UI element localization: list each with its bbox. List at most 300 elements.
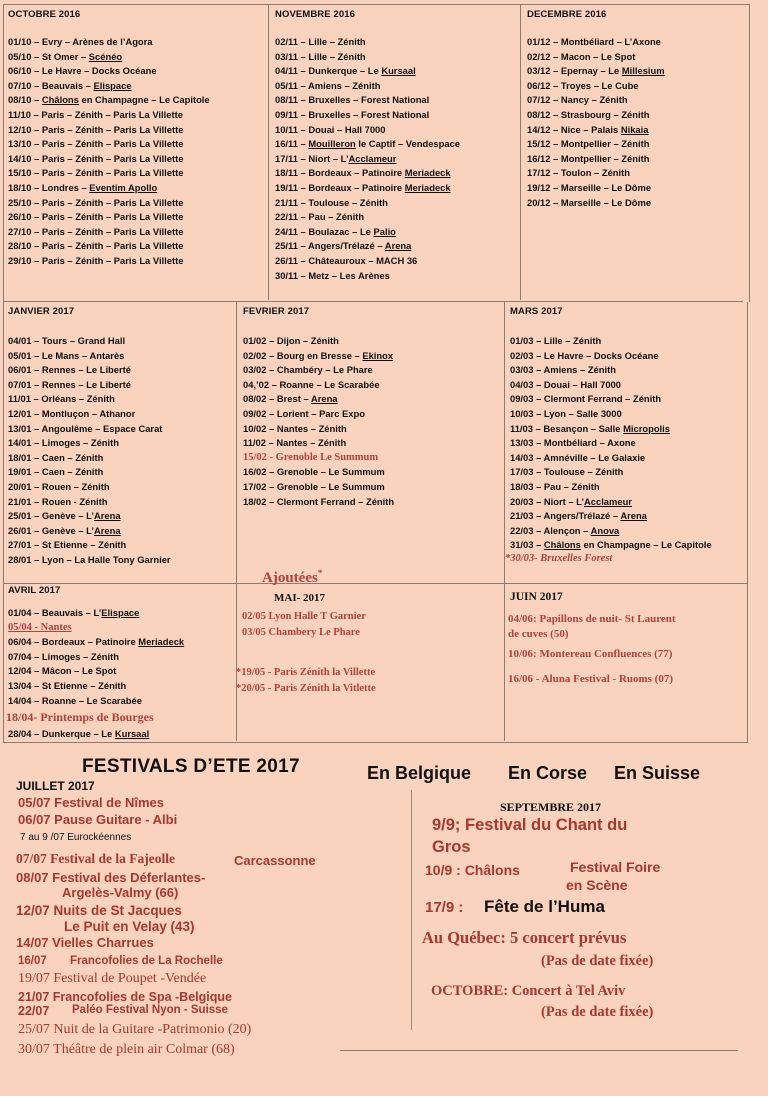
concert-text: 14/03 – Amnéville – Le Galaxie xyxy=(510,451,646,463)
concert-text: 06/01 – Rennes – Le Liberté xyxy=(8,364,131,376)
concert-text: 05/10 – St Omer – xyxy=(8,50,89,62)
festival-item: OCTOBRE: Concert à Tel Aviv xyxy=(431,983,626,999)
concert-item xyxy=(243,349,501,364)
concert-text: 02/02 – Bourg en Bresse – xyxy=(243,349,363,361)
festival-item: 05/07 Festival de Nîmes xyxy=(18,795,164,810)
concert-text: 06/12 – Troyes – Le Cube xyxy=(527,79,639,91)
concert-item xyxy=(8,210,264,225)
festival-item: 30/07 Théâtre de plein air Colmar (68) xyxy=(18,1042,235,1057)
concert-text: 12/04 – Mâcon – Le Spot xyxy=(8,665,117,677)
concert-list xyxy=(8,606,234,742)
month-january-2017 xyxy=(8,306,233,568)
concert-item xyxy=(510,451,746,466)
festival-item-cont: Le Puit en Velay (43) xyxy=(64,919,195,934)
concert-text: 13/03 – Montbéliard – Axone xyxy=(510,437,636,449)
concert-text: 12/01 – Montluçon – Athanor xyxy=(8,407,136,419)
concert-item xyxy=(8,422,233,437)
added-concert: *30/03- Bruxelles Forest xyxy=(505,552,613,564)
concert-item xyxy=(8,152,264,167)
venue-link[interactable]: Nikaia xyxy=(620,123,649,135)
concert-item xyxy=(275,123,517,138)
concert-text: 19/12 – Marseille – Le Dôme xyxy=(527,181,652,193)
country-suisse: En Suisse xyxy=(614,763,701,783)
grid-divider-nov-dec xyxy=(520,4,521,300)
concert-text: 12/10 – Paris – Zénith – Paris La Villette xyxy=(8,123,184,135)
concert-text: 14/12 – Nice – Palais xyxy=(527,123,621,135)
concert-text: 05/04 - Nantes xyxy=(8,621,72,633)
venue-link[interactable]: Acclameur xyxy=(584,495,632,507)
concert-text: 16/11 – xyxy=(275,138,309,150)
grid-right-border-2 xyxy=(747,302,748,743)
concert-text: 15/10 – Paris – Zénith – Paris La Villette xyxy=(8,167,184,179)
grid-right-border xyxy=(749,4,750,302)
concert-text: 01/04 – Beauvais – L’ xyxy=(8,607,102,618)
concert-item xyxy=(8,451,233,466)
june-concert-cont: de cuves (50) xyxy=(508,628,569,640)
concert-text: 08/02 – Brest – xyxy=(243,393,311,405)
concert-item xyxy=(243,407,501,422)
concert-item xyxy=(8,436,233,451)
concert-list xyxy=(8,35,264,269)
concert-text: 25/10 – Paris – Zénith – Paris La Villette xyxy=(8,196,184,208)
concert-item xyxy=(8,553,233,568)
added-concert-list xyxy=(242,609,500,641)
concert-item xyxy=(243,422,501,437)
venue-link[interactable]: Anova xyxy=(590,524,620,536)
concert-item xyxy=(8,378,233,393)
concert-text: 02/03 – Le Havre – Docks Océane xyxy=(510,349,659,361)
concert-text: 06/10 – Le Havre – Docks Océane xyxy=(8,65,157,77)
concert-item xyxy=(275,108,517,123)
concert-text: 01/02 – Dijon – Zénith xyxy=(243,335,339,346)
concert-text: 27/10 – Paris – Zénith – Paris La Villette xyxy=(8,225,184,237)
concert-text: 11/02 – Nantes – Zénith xyxy=(243,437,347,449)
concert-text: 18/10 – Londres – xyxy=(8,181,90,193)
concert-text: 04,’02 – Roanne – Le Scarabée xyxy=(243,378,380,390)
festivals-heading: FESTIVALS D’ETE 2017 xyxy=(82,756,300,777)
concert-text: 27/01 – St Etienne – Zénith xyxy=(8,539,127,551)
concert-item xyxy=(8,334,233,349)
june-concert: 10/06: Montereau Confluences (77) xyxy=(508,648,673,660)
venue-link[interactable]: Kursaal xyxy=(381,65,416,77)
concert-item xyxy=(510,334,746,349)
concert-text: 16/02 – Grenoble – Le Summum xyxy=(243,466,385,478)
concert-text: 08/12 – Strasbourg – Zénith xyxy=(527,108,650,120)
festival-item-cont: Argelès-Valmy (66) xyxy=(62,885,179,900)
grid-divider-feb-mar xyxy=(504,301,505,583)
concert-item xyxy=(527,137,745,152)
concert-item xyxy=(8,108,264,123)
concert-item xyxy=(8,349,233,364)
concert-item xyxy=(510,407,746,422)
concert-text: 08/10 – xyxy=(8,94,42,106)
added-concert: 03/05 Chambery Le Phare xyxy=(242,627,360,638)
concert-item xyxy=(8,79,264,94)
month-april-2017 xyxy=(8,585,234,742)
concert-item xyxy=(510,378,746,393)
festival-item: 7 au 9 /07 Eurockéennes xyxy=(20,832,132,843)
festival-item: 10/9 : Châlons xyxy=(425,862,520,878)
concert-item xyxy=(275,254,517,269)
concert-text: 30/11 – Metz – Les Arènes xyxy=(275,269,390,281)
concert-item xyxy=(243,495,501,510)
concert-list xyxy=(8,334,233,568)
venue-link[interactable]: Châlons xyxy=(543,539,581,551)
bottom-fragment-line xyxy=(340,1050,738,1051)
venue-link[interactable]: Arena xyxy=(620,510,647,522)
concert-text: 20/03 – Niort – L’ xyxy=(510,495,584,507)
concert-text: 08/11 – Bruxelles – Forest National xyxy=(275,94,430,106)
concert-text: 01/03 – Lille – Zénith xyxy=(510,335,602,346)
concert-text: 17/02 – Grenoble – Le Summum xyxy=(243,480,385,492)
concert-item xyxy=(8,635,234,650)
concert-list xyxy=(510,334,746,553)
month-february-2017 xyxy=(243,306,501,509)
concert-item xyxy=(8,254,264,269)
concert-item xyxy=(243,436,501,451)
concert-text: 10/02 – Nantes – Zénith xyxy=(243,422,347,434)
concert-text: 13/01 – Angoulême – Espace Carat xyxy=(8,422,163,434)
month-title: JUIN 2017 xyxy=(510,591,563,603)
grid-divider-apr-may xyxy=(236,583,237,741)
concert-item xyxy=(8,694,234,709)
concert-item xyxy=(8,50,264,65)
grid-left-border xyxy=(3,4,4,742)
concert-item xyxy=(527,108,745,123)
concert-item xyxy=(8,495,233,510)
concert-text: 26/01 – Genève – L’ xyxy=(8,524,94,536)
venue-link[interactable]: Palio xyxy=(373,225,396,237)
concert-text: 22/03 – Alençon – xyxy=(510,524,591,536)
concert-item xyxy=(243,378,501,393)
concert-item xyxy=(275,152,517,167)
venue-link[interactable]: Ekinox xyxy=(362,349,394,361)
concert-text: 18/02 – Clermont Ferrand – Zénith xyxy=(243,495,395,507)
venue-link[interactable]: Scénéo xyxy=(88,50,123,62)
festivals-divider xyxy=(411,790,412,1030)
concert-item xyxy=(275,166,517,181)
festival-item-name: Paléo Festival Nyon - Suisse xyxy=(72,1004,228,1016)
festival-item: Au Québec: 5 concert prévus xyxy=(422,928,627,947)
concert-text: 07/12 – Nancy – Zénith xyxy=(527,94,628,106)
concert-item xyxy=(527,79,745,94)
concert-text: 22/11 – Pau – Zénith xyxy=(275,211,365,223)
concert-text: 15/12 – Montpellier – Zénith xyxy=(527,138,650,150)
concert-text: 03/02 – Chambéry – Le Phare xyxy=(243,364,373,376)
festival-item-cont: en Scène xyxy=(566,877,628,893)
concert-item xyxy=(8,650,234,665)
concert-item xyxy=(8,363,233,378)
concert-item xyxy=(8,392,233,407)
concert-list xyxy=(275,35,517,283)
concert-item xyxy=(243,465,501,480)
concert-item xyxy=(510,392,746,407)
added-heading: Ajoutées* xyxy=(262,568,323,586)
month-november-2016 xyxy=(275,9,517,283)
concert-text: 04/03 – Douai – Hall 7000 xyxy=(510,378,622,390)
concert-item xyxy=(275,35,517,50)
concert-item xyxy=(275,79,517,94)
festival-item: 19/07 Festival de Poupet -Vendée xyxy=(18,971,207,986)
concert-item xyxy=(275,210,517,225)
concert-text: 07/10 – Beauvais – xyxy=(8,79,94,91)
venue-link[interactable]: Acclameur xyxy=(348,152,397,164)
concert-text: 14/10 – Paris – Zénith – Paris La Villette xyxy=(8,152,184,164)
concert-text: 26/11 – Châteauroux – MACH 36 xyxy=(275,254,418,266)
venue-link[interactable]: Châlons xyxy=(41,94,79,106)
concert-text: 29/10 – Paris – Zénith – Paris La Villette xyxy=(8,254,184,266)
concert-text: 25/01 – Genève – L’ xyxy=(8,510,94,522)
concert-text: 13/10 – Paris – Zénith – Paris La Villette xyxy=(8,138,184,150)
concert-text: 09/11 – Bruxelles – Forest National xyxy=(275,108,430,120)
concert-item xyxy=(8,538,233,553)
venue-link[interactable]: Meriadeck xyxy=(404,167,451,179)
festival-item: 9/9; Festival du Chant du xyxy=(432,816,628,834)
concert-list xyxy=(243,334,501,509)
festival-item-cont: Gros xyxy=(432,838,471,856)
concert-text: 17/11 – Niort – L’ xyxy=(275,152,349,164)
concert-item xyxy=(8,679,234,694)
festival-item: 21/07 Francofolies de Spa -Belgique xyxy=(18,990,232,1004)
concert-item xyxy=(527,93,745,108)
month-title-july: JUILLET 2017 xyxy=(16,779,95,793)
concert-text: 09/03 – Clermont Ferrand – Zénith xyxy=(510,393,662,405)
month-december-2016 xyxy=(527,9,745,210)
concert-item xyxy=(8,509,233,524)
concert-item xyxy=(275,269,517,284)
june-concert: 16/06 - Aluna Festival - Ruoms (07) xyxy=(508,673,673,685)
concert-text: 17/03 – Toulouse – Zénith xyxy=(510,466,624,478)
concert-text: 17/12 – Toulon – Zénith xyxy=(527,167,630,179)
concert-text: 09/02 – Lorient – Parc Expo xyxy=(243,407,365,419)
concert-item xyxy=(8,137,264,152)
concert-text: en Champagne – Le Capitole xyxy=(580,539,712,551)
grid-row-divider-1 xyxy=(3,301,743,302)
venue-link[interactable]: Kursaal xyxy=(114,728,150,740)
concert-item xyxy=(275,196,517,211)
concert-text: 21/01 – Rouen - Zénith xyxy=(8,495,108,507)
concert-item xyxy=(8,664,234,679)
concert-text: 28/10 – Paris – Zénith – Paris La Villette xyxy=(8,240,184,252)
concert-item xyxy=(8,621,234,636)
concert-text: 18/04- Printemps de Bourges xyxy=(6,710,154,725)
concert-text: 10/11 – Douai – Hall 7000 xyxy=(275,123,386,135)
added-concert: *19/05 - Paris Zénith la Villette xyxy=(236,667,376,678)
concert-text: 14/01 – Limoges – Zénith xyxy=(8,437,119,449)
concert-item xyxy=(527,123,745,138)
country-corse: En Corse xyxy=(508,763,588,783)
concert-item xyxy=(8,524,233,539)
month-june-2017 xyxy=(508,591,746,685)
festival-item: 08/07 Festival des Déferlantes- xyxy=(16,870,206,885)
concert-text: 04/01 – Tours – Grand Hall xyxy=(8,335,126,346)
concert-text: 26/10 – Paris – Zénith – Paris La Villette xyxy=(8,211,184,223)
concert-item xyxy=(243,451,501,466)
grid-divider-oct-nov xyxy=(268,4,269,300)
concert-item xyxy=(527,35,745,50)
concert-text: 14/04 – Roanne – Le Scarabée xyxy=(8,694,142,706)
festival-item-note: (Pas de date fixée) xyxy=(541,953,654,969)
festival-item-city: Carcassonne xyxy=(234,853,316,868)
concert-text: 18/03 – Pau – Zénith xyxy=(510,480,600,492)
concert-item xyxy=(8,480,233,495)
concert-text: 21/11 – Toulouse – Zénith xyxy=(275,196,388,208)
concert-text: 07/01 – Rennes – Le Liberté xyxy=(8,378,131,390)
grid-row-divider-2 xyxy=(3,583,747,584)
concert-item xyxy=(510,495,746,510)
concert-item xyxy=(8,166,264,181)
concert-text: 02/11 – Lille – Zénith xyxy=(275,36,366,47)
concert-item xyxy=(527,152,745,167)
concert-item xyxy=(527,196,745,211)
month-title: MAI- 2017 xyxy=(274,592,326,604)
concert-item xyxy=(243,363,501,378)
concert-text: 28/04 – Dunkerque – Le xyxy=(8,728,115,740)
concert-text: 20/12 – Marseille – Le Dôme xyxy=(527,196,652,208)
month-title: JANVIER 2017 xyxy=(8,306,75,317)
concert-text: 18/11 – Bordeaux – Patinoire xyxy=(275,167,405,179)
concert-item xyxy=(8,606,234,621)
concert-text: 16/12 – Montpellier – Zénith xyxy=(527,152,650,164)
venue-link[interactable]: Meriadeck xyxy=(138,636,185,648)
concert-item xyxy=(8,225,264,240)
concert-text: 01/10 – Evry – Arènes de l’Agora xyxy=(8,36,153,47)
country-belgique: En Belgique xyxy=(367,763,472,783)
concert-item xyxy=(8,123,264,138)
month-title: OCTOBRE 2016 xyxy=(8,9,81,20)
concert-text: 04/11 – Dunkerque – Le xyxy=(275,65,382,77)
venue-link[interactable]: Elispace xyxy=(93,79,132,91)
month-may-2017 xyxy=(236,592,500,697)
grid-divider-may-jun xyxy=(504,583,505,741)
venue-link[interactable]: Arena xyxy=(384,240,412,252)
month-title-september: SEPTEMBRE 2017 xyxy=(500,800,602,814)
concert-text: 05/11 – Amiens – Zénith xyxy=(275,79,381,91)
added-concert: 02/05 Lyon Halle T Garnier xyxy=(242,611,366,622)
grid-top-border xyxy=(3,4,749,5)
concert-item xyxy=(275,225,517,240)
concert-text: 11/01 – Orléans – Zénith xyxy=(8,393,115,405)
concert-item xyxy=(8,181,264,196)
concert-item xyxy=(510,422,746,437)
concert-item xyxy=(527,50,745,65)
concert-item xyxy=(510,538,746,553)
month-title: FEVRIER 2017 xyxy=(243,306,310,317)
venue-link[interactable]: Eventim Apollo xyxy=(89,181,158,193)
venue-link[interactable]: Arena xyxy=(310,393,338,405)
concert-text: 18/01 – Caen – Zénith xyxy=(8,451,104,463)
month-march-2017 xyxy=(505,306,746,564)
concert-item xyxy=(8,35,264,50)
concert-item xyxy=(510,436,746,451)
concert-item xyxy=(275,181,517,196)
concert-item xyxy=(8,239,264,254)
concert-text: 10/03 – Lyon – Salle 3000 xyxy=(510,407,622,419)
concert-item xyxy=(510,363,746,378)
concert-text: 28/01 – Lyon – La Halle Tony Garnier xyxy=(8,553,171,565)
concert-item xyxy=(510,509,746,524)
concert-item xyxy=(510,465,746,480)
month-title: DECEMBRE 2016 xyxy=(527,9,607,20)
concert-text: 01/12 – Montbéliard – L’Axone xyxy=(527,36,661,47)
added-concert-list xyxy=(236,665,500,697)
concert-text: 02/12 – Macon – Le Spot xyxy=(527,50,636,62)
month-title: AVRIL 2017 xyxy=(8,585,61,596)
concert-text: 13/04 – St Etienne – Zénith xyxy=(8,679,127,691)
concert-text: 25/11 – Angers/Trélazé – xyxy=(275,240,385,252)
concert-text: 03/12 – Epernay – Le xyxy=(527,65,622,77)
venue-link[interactable]: Arena xyxy=(94,524,121,536)
festival-item: 22/07 xyxy=(18,1004,50,1018)
concert-item xyxy=(243,480,501,495)
concert-item xyxy=(8,196,264,211)
concert-item xyxy=(275,64,517,79)
concert-item xyxy=(275,50,517,65)
concert-text: en Champagne – Le Capitole xyxy=(78,94,210,106)
concert-text: 19/11 – Bordeaux – Patinoire xyxy=(275,181,405,193)
festival-item: 16/07 xyxy=(18,955,47,967)
concert-item xyxy=(527,181,745,196)
concert-text: 05/01 – Le Mans – Antarès xyxy=(8,349,125,361)
concert-text: 03/11 – Lille – Zénith xyxy=(275,50,366,62)
concert-item xyxy=(8,93,264,108)
venue-link[interactable]: Arena xyxy=(94,510,121,522)
venue-link[interactable]: Mouilleron xyxy=(308,138,356,150)
added-concert: *20/05 - Paris Zénith la Vitlette xyxy=(236,683,376,694)
concert-text: 24/11 – Boulazac – Le xyxy=(275,225,374,237)
festival-item: 17/9 : xyxy=(425,899,464,916)
concert-item xyxy=(275,93,517,108)
concert-text: 15/02 - Grenoble Le Summum xyxy=(243,451,379,463)
month-title: MARS 2017 xyxy=(510,306,563,317)
concert-text: 11/10 – Paris – Zénith – Paris La Villette xyxy=(8,108,183,120)
concert-text: 06/04 – Bordeaux – Patinoire xyxy=(8,636,139,648)
venue-link[interactable]: Meriadeck xyxy=(404,181,451,193)
concert-item xyxy=(8,407,233,422)
concert-item xyxy=(8,465,233,480)
concert-item xyxy=(8,64,264,79)
concert-item xyxy=(510,349,746,364)
concert-text: 03/03 – Amiens – Zénith xyxy=(510,364,616,376)
concert-text: 11/03 – Besançon – Salle xyxy=(510,422,624,434)
concert-item xyxy=(275,137,517,152)
venue-link[interactable]: Millesium xyxy=(621,65,665,77)
festival-item: 14/07 Vielles Charrues xyxy=(16,935,154,950)
concert-item xyxy=(243,392,501,407)
grid-bottom-border xyxy=(3,742,747,743)
concert-item xyxy=(510,524,746,539)
month-title: NOVEMBRE 2016 xyxy=(275,9,355,20)
concert-item xyxy=(510,480,746,495)
festival-item: 12/07 Nuits de St Jacques xyxy=(16,903,182,918)
festival-item-name: Francofolies de La Rochelle xyxy=(70,955,223,967)
concert-text: 07/04 – Limoges – Zénith xyxy=(8,650,119,662)
concert-item xyxy=(527,166,745,181)
concert-item xyxy=(527,64,745,79)
concert-item xyxy=(243,334,501,349)
festival-item-name: Fête de l’Huma xyxy=(484,897,605,916)
venue-link[interactable]: Micropolis xyxy=(623,422,670,434)
concert-list xyxy=(527,35,745,210)
concert-text: le Captif – Vendespace xyxy=(355,138,460,150)
festival-item-name: Festival Foire xyxy=(570,859,661,875)
concert-item xyxy=(275,239,517,254)
concert-text: 19/01 – Caen – Zénith xyxy=(8,466,104,478)
concert-text: 31/03 – xyxy=(510,539,544,551)
venue-link[interactable]: Elispace xyxy=(101,607,140,618)
june-concert: 04/06: Papillons de nuit- St Laurent xyxy=(508,613,676,625)
festival-item: 07/07 Festival de la Fajeolle xyxy=(16,851,175,866)
